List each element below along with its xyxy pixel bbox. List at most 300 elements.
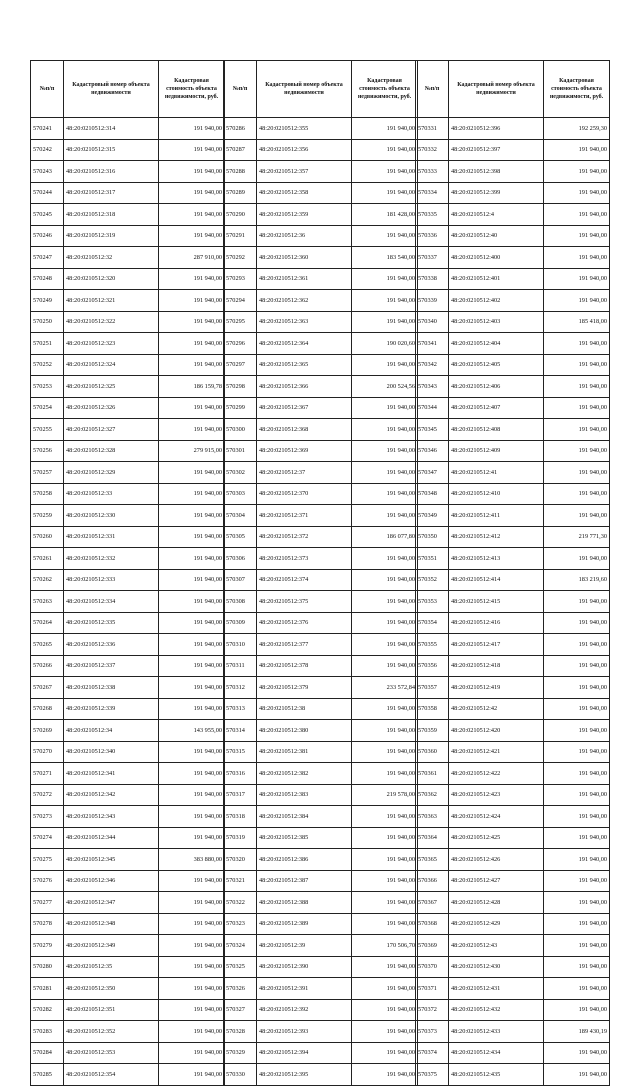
cadastral-value: 191 940,00 [159,161,225,183]
table-row [224,827,418,849]
table-row [224,290,418,312]
cadastral-value: 191 940,00 [352,634,418,656]
cadastral-value: 191 940,00 [159,1064,225,1086]
row-number: 570321 [224,870,257,892]
table-row [416,741,610,763]
cadastral-value: 189 430,19 [544,1021,610,1043]
cadastral-number: 48:20:0210512:434 [449,1042,544,1064]
row-number: 570253 [31,376,64,398]
table-row [416,720,610,742]
cadastral-number: 48:20:0210512:323 [64,333,159,355]
cadastral-value: 191 940,00 [544,161,610,183]
cadastral-value: 191 940,00 [544,655,610,677]
table-row [416,892,610,914]
header-cadastral-value: Кадастровая стоимость объекта недвижимости, руб. [352,61,418,118]
table-row [224,225,418,247]
cadastral-value: 191 940,00 [159,548,225,570]
table-row [416,655,610,677]
row-number: 570241 [31,118,64,140]
cadastral-number: 48:20:0210512:326 [64,397,159,419]
table-row [224,311,418,333]
cadastral-number: 48:20:0210512:433 [449,1021,544,1043]
cadastral-value: 192 259,30 [544,118,610,140]
row-number: 570295 [224,311,257,333]
cadastral-value: 191 940,00 [352,505,418,527]
row-number: 570290 [224,204,257,226]
cadastral-value: 191 940,00 [159,698,225,720]
table-row [416,311,610,333]
table-row [31,505,225,527]
cadastral-value: 191 940,00 [352,354,418,376]
row-number: 570271 [31,763,64,785]
cadastral-number: 48:20:0210512:377 [257,634,352,656]
table-row [416,698,610,720]
row-number: 570310 [224,634,257,656]
row-number: 570333 [416,161,449,183]
table-row [224,1021,418,1043]
row-number: 570312 [224,677,257,699]
row-number: 570298 [224,376,257,398]
cadastral-value: 191 940,00 [159,354,225,376]
cadastral-value: 191 940,00 [159,419,225,441]
row-number: 570356 [416,655,449,677]
row-number: 570275 [31,849,64,871]
cadastral-value: 191 940,00 [544,591,610,613]
row-number: 570332 [416,139,449,161]
cadastral-number: 48:20:0210512:342 [64,784,159,806]
cadastral-value: 191 940,00 [352,956,418,978]
cadastral-number: 48:20:0210512:321 [64,290,159,312]
cadastral-number: 48:20:0210512:40 [449,225,544,247]
cadastral-value: 191 940,00 [352,612,418,634]
cadastral-value: 191 940,00 [159,569,225,591]
cadastral-number: 48:20:0210512:371 [257,505,352,527]
row-number: 570323 [224,913,257,935]
cadastral-number: 48:20:0210512:361 [257,268,352,290]
row-number: 570350 [416,526,449,548]
table-row [224,569,418,591]
row-number: 570362 [416,784,449,806]
cadastral-value: 191 940,00 [352,720,418,742]
cadastral-number: 48:20:0210512:336 [64,634,159,656]
row-number: 570352 [416,569,449,591]
cadastral-number: 48:20:0210512:349 [64,935,159,957]
row-number: 570287 [224,139,257,161]
cadastral-number: 48:20:0210512:407 [449,397,544,419]
cadastral-value: 186 077,80 [352,526,418,548]
table-row [224,204,418,226]
cadastral-number: 48:20:0210512:382 [257,763,352,785]
cadastral-value: 191 940,00 [159,333,225,355]
cadastral-value: 191 940,00 [544,462,610,484]
cadastral-number: 48:20:0210512:36 [257,225,352,247]
row-number: 570314 [224,720,257,742]
cadastral-value: 191 940,00 [352,483,418,505]
row-number: 570269 [31,720,64,742]
cadastral-value: 191 940,00 [544,612,610,634]
cadastral-value: 191 940,00 [159,655,225,677]
header-row [31,61,225,118]
cadastral-value: 170 506,70 [352,935,418,957]
table-row [31,247,225,269]
row-number: 570286 [224,118,257,140]
row-number: 570273 [31,806,64,828]
table-row [224,892,418,914]
row-number: 570245 [31,204,64,226]
cadastral-value: 191 940,00 [159,118,225,140]
table-row [416,397,610,419]
cadastral-number: 48:20:0210512:341 [64,763,159,785]
cadastral-value: 191 940,00 [159,311,225,333]
row-number: 570297 [224,354,257,376]
cadastral-number: 48:20:0210512:355 [257,118,352,140]
table-row [31,419,225,441]
row-number: 570272 [31,784,64,806]
cadastral-value: 191 940,00 [544,397,610,419]
cadastral-number: 48:20:0210512:333 [64,569,159,591]
table-row [416,268,610,290]
table-row [224,849,418,871]
cadastral-value: 191 940,00 [544,698,610,720]
cadastral-value: 191 940,00 [159,1042,225,1064]
cadastral-number: 48:20:0210512:397 [449,139,544,161]
cadastral-value: 191 940,00 [352,1021,418,1043]
table-row [416,763,610,785]
table-row [416,182,610,204]
cadastral-value: 191 940,00 [159,870,225,892]
table-row [224,956,418,978]
row-number: 570254 [31,397,64,419]
row-number: 570263 [31,591,64,613]
table-row [416,956,610,978]
table-row [224,505,418,527]
table-row [31,333,225,355]
row-number: 570338 [416,268,449,290]
table-row [31,655,225,677]
row-number: 570355 [416,634,449,656]
cadastral-value: 191 940,00 [544,849,610,871]
cadastral-value: 191 940,00 [352,225,418,247]
row-number: 570293 [224,268,257,290]
cadastral-value: 191 940,00 [544,139,610,161]
row-number: 570303 [224,483,257,505]
cadastral-number: 48:20:0210512:334 [64,591,159,613]
cadastral-number: 48:20:0210512:351 [64,999,159,1021]
cadastral-number: 48:20:0210512:362 [257,290,352,312]
row-number: 570346 [416,440,449,462]
row-number: 570248 [31,268,64,290]
table-row [31,677,225,699]
row-number: 570311 [224,655,257,677]
cadastral-number: 48:20:0210512:366 [257,376,352,398]
cadastral-number: 48:20:0210512:394 [257,1042,352,1064]
row-number: 570278 [31,913,64,935]
cadastral-number: 48:20:0210512:435 [449,1064,544,1086]
table-row [31,612,225,634]
table-row [31,849,225,871]
cadastral-value: 191 940,00 [352,741,418,763]
cadastral-value: 191 940,00 [544,870,610,892]
row-number: 570307 [224,569,257,591]
table-row [416,354,610,376]
table-row [224,333,418,355]
table-row [224,591,418,613]
table-row [224,376,418,398]
cadastral-number: 48:20:0210512:338 [64,677,159,699]
row-number: 570283 [31,1021,64,1043]
cadastral-number: 48:20:0210512:43 [449,935,544,957]
table-row [224,999,418,1021]
row-number: 570244 [31,182,64,204]
row-number: 570246 [31,225,64,247]
cadastral-number: 48:20:0210512:403 [449,311,544,333]
table-row [31,268,225,290]
cadastral-value: 191 940,00 [352,870,418,892]
header-row [224,61,418,118]
cadastral-value: 383 880,00 [159,849,225,871]
cadastral-number: 48:20:0210512:319 [64,225,159,247]
cadastral-value: 191 940,00 [544,956,610,978]
row-number: 570357 [416,677,449,699]
cadastral-number: 48:20:0210512:364 [257,333,352,355]
table-row [31,1064,225,1086]
cadastral-number: 48:20:0210512:331 [64,526,159,548]
cadastral-value: 219 771,30 [544,526,610,548]
row-number: 570341 [416,333,449,355]
cadastral-value: 191 940,00 [544,935,610,957]
row-number: 570308 [224,591,257,613]
table-row [416,139,610,161]
cadastral-value: 191 940,00 [352,268,418,290]
cadastral-value: 191 940,00 [544,978,610,1000]
row-number: 570344 [416,397,449,419]
cadastral-number: 48:20:0210512:314 [64,118,159,140]
table-row [31,311,225,333]
cadastral-value: 191 940,00 [352,397,418,419]
table-row [31,569,225,591]
row-number: 570368 [416,913,449,935]
cadastral-value: 287 910,00 [159,247,225,269]
cadastral-table-3 [415,60,610,1086]
cadastral-value: 191 940,00 [159,462,225,484]
table-row [224,526,418,548]
table-row [31,376,225,398]
row-number: 570259 [31,505,64,527]
cadastral-number: 48:20:0210512:369 [257,440,352,462]
row-number: 570313 [224,698,257,720]
cadastral-number: 48:20:0210512:423 [449,784,544,806]
row-number: 570247 [31,247,64,269]
table-row [31,118,225,140]
table-row [416,161,610,183]
header-num: №п/п [224,61,257,118]
row-number: 570261 [31,548,64,570]
cadastral-number: 48:20:0210512:404 [449,333,544,355]
header-cadastral-value: Кадастровая стоимость объекта недвижимости, руб. [159,61,225,118]
cadastral-value: 191 940,00 [352,999,418,1021]
table-row [31,978,225,1000]
cadastral-value: 183 219,60 [544,569,610,591]
cadastral-value: 191 940,00 [544,548,610,570]
table-row [31,999,225,1021]
table-row [224,139,418,161]
row-number: 570348 [416,483,449,505]
cadastral-number: 48:20:0210512:39 [257,935,352,957]
row-number: 570250 [31,311,64,333]
row-number: 570326 [224,978,257,1000]
cadastral-value: 191 940,00 [352,1064,418,1086]
table-row [416,526,610,548]
cadastral-value: 191 940,00 [159,892,225,914]
row-number: 570270 [31,741,64,763]
cadastral-number: 48:20:0210512:381 [257,741,352,763]
row-number: 570353 [416,591,449,613]
cadastral-number: 48:20:0210512:430 [449,956,544,978]
table-row [224,440,418,462]
cadastral-number: 48:20:0210512:405 [449,354,544,376]
table-row [31,440,225,462]
table-row [31,784,225,806]
cadastral-number: 48:20:0210512:425 [449,827,544,849]
cadastral-number: 48:20:0210512:380 [257,720,352,742]
cadastral-value: 191 940,00 [352,1042,418,1064]
cadastral-number: 48:20:0210512:324 [64,354,159,376]
cadastral-value: 191 940,00 [544,290,610,312]
cadastral-value: 191 940,00 [544,1064,610,1086]
cadastral-value: 191 940,00 [352,290,418,312]
cadastral-value: 191 940,00 [544,440,610,462]
row-number: 570340 [416,311,449,333]
cadastral-value: 191 940,00 [544,225,610,247]
cadastral-number: 48:20:0210512:414 [449,569,544,591]
cadastral-number: 48:20:0210512:317 [64,182,159,204]
row-number: 570358 [416,698,449,720]
row-number: 570324 [224,935,257,957]
cadastral-value: 191 940,00 [352,462,418,484]
cadastral-value: 191 940,00 [159,677,225,699]
cadastral-number: 48:20:0210512:402 [449,290,544,312]
table-row [416,827,610,849]
table-row [31,204,225,226]
cadastral-number: 48:20:0210512:345 [64,849,159,871]
cadastral-number: 48:20:0210512:357 [257,161,352,183]
cadastral-number: 48:20:0210512:384 [257,806,352,828]
row-number: 570291 [224,225,257,247]
cadastral-number: 48:20:0210512:322 [64,311,159,333]
cadastral-value: 233 572,84 [352,677,418,699]
table-row [31,741,225,763]
row-number: 570268 [31,698,64,720]
table-row [416,612,610,634]
cadastral-number: 48:20:0210512:410 [449,483,544,505]
cadastral-number: 48:20:0210512:316 [64,161,159,183]
row-number: 570367 [416,892,449,914]
cadastral-number: 48:20:0210512:427 [449,870,544,892]
row-number: 570284 [31,1042,64,1064]
cadastral-number: 48:20:0210512:408 [449,419,544,441]
cadastral-number: 48:20:0210512:374 [257,569,352,591]
header-row [416,61,610,118]
cadastral-number: 48:20:0210512:373 [257,548,352,570]
row-number: 570265 [31,634,64,656]
cadastral-number: 48:20:0210512:346 [64,870,159,892]
table-row [31,182,225,204]
row-number: 570354 [416,612,449,634]
row-number: 570255 [31,419,64,441]
cadastral-number: 48:20:0210512:406 [449,376,544,398]
table-row [224,913,418,935]
table-row [31,1021,225,1043]
cadastral-number: 48:20:0210512:367 [257,397,352,419]
row-number: 570322 [224,892,257,914]
cadastral-value: 191 940,00 [544,204,610,226]
cadastral-number: 48:20:0210512:428 [449,892,544,914]
table-row [31,720,225,742]
row-number: 570317 [224,784,257,806]
row-number: 570361 [416,763,449,785]
cadastral-value: 191 940,00 [544,827,610,849]
table-row [31,548,225,570]
cadastral-number: 48:20:0210512:400 [449,247,544,269]
table-row [224,483,418,505]
cadastral-value: 279 915,00 [159,440,225,462]
cadastral-value: 191 940,00 [544,333,610,355]
row-number: 570258 [31,483,64,505]
cadastral-number: 48:20:0210512:38 [257,698,352,720]
cadastral-number: 48:20:0210512:339 [64,698,159,720]
cadastral-value: 191 940,00 [544,741,610,763]
cadastral-number: 48:20:0210512:327 [64,419,159,441]
cadastral-number: 48:20:0210512:318 [64,204,159,226]
row-number: 570318 [224,806,257,828]
row-number: 570316 [224,763,257,785]
row-number: 570336 [416,225,449,247]
row-number: 570363 [416,806,449,828]
cadastral-number: 48:20:0210512:332 [64,548,159,570]
cadastral-number: 48:20:0210512:386 [257,849,352,871]
table-row [31,462,225,484]
table-row [224,698,418,720]
table-row [416,849,610,871]
cadastral-value: 191 940,00 [544,376,610,398]
cadastral-value: 191 940,00 [159,956,225,978]
table-row [31,913,225,935]
cadastral-number: 48:20:0210512:33 [64,483,159,505]
row-number: 570257 [31,462,64,484]
cadastral-table-2 [223,60,418,1086]
row-number: 570320 [224,849,257,871]
row-number: 570360 [416,741,449,763]
table-row [31,591,225,613]
table-row [416,913,610,935]
header-num: №п/п [416,61,449,118]
cadastral-value: 191 940,00 [544,419,610,441]
row-number: 570347 [416,462,449,484]
cadastral-number: 48:20:0210512:353 [64,1042,159,1064]
table-row [31,935,225,957]
table-row [224,397,418,419]
cadastral-value: 191 940,00 [159,763,225,785]
row-number: 570342 [416,354,449,376]
table-row [31,892,225,914]
cadastral-number: 48:20:0210512:358 [257,182,352,204]
table-row [224,720,418,742]
cadastral-number: 48:20:0210512:413 [449,548,544,570]
cadastral-value: 191 940,00 [352,892,418,914]
cadastral-value: 191 940,00 [544,483,610,505]
table-row [224,1042,418,1064]
cadastral-number: 48:20:0210512:424 [449,806,544,828]
